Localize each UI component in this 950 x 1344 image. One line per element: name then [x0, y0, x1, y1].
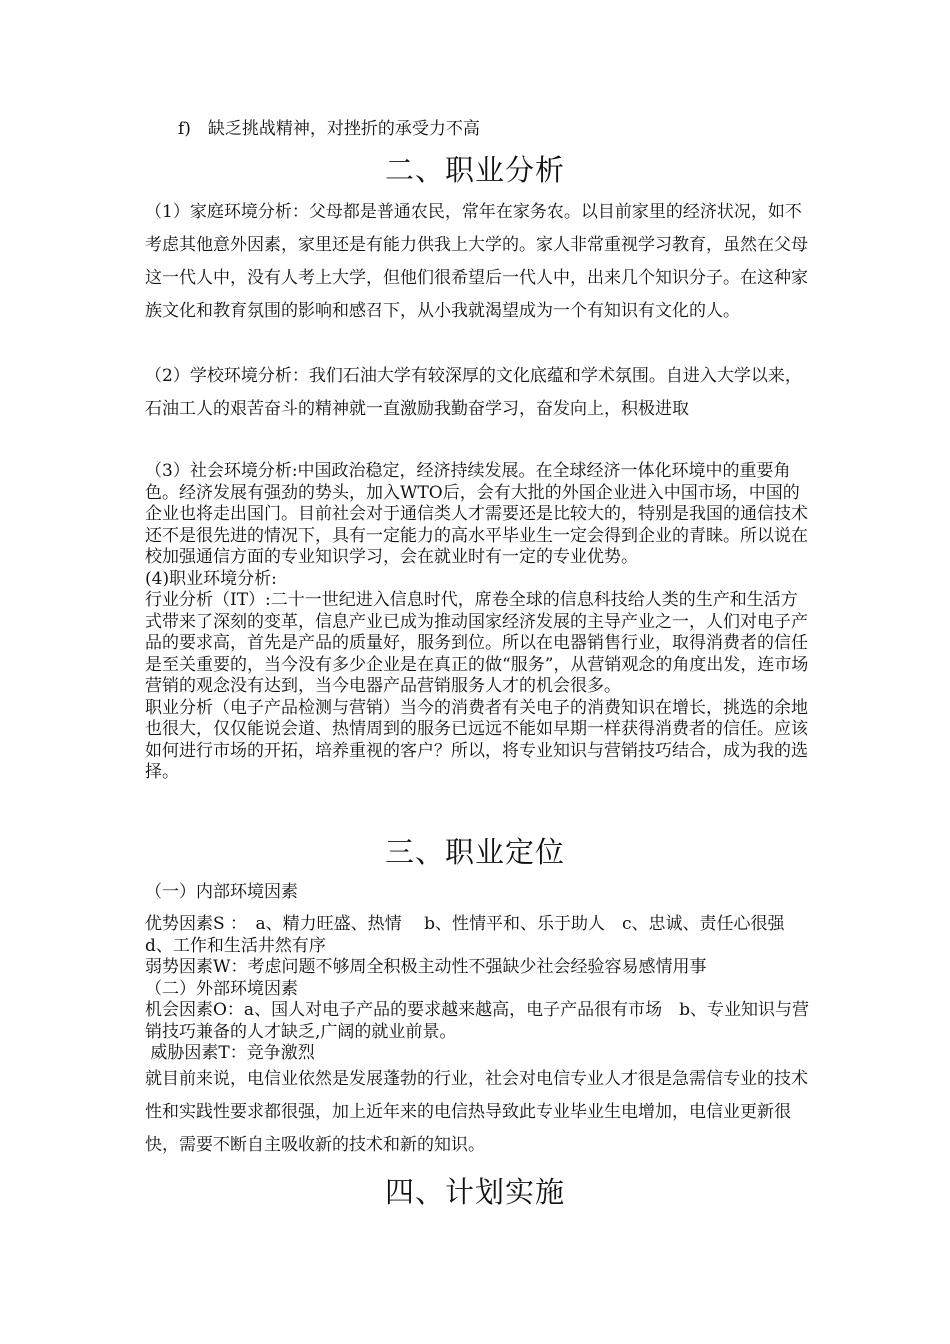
threats-paragraph: 威胁因素T：竞争激烈: [145, 1043, 315, 1063]
paragraph-social-environment: （3）社会环境分析:中国政治稳定，经济持续发展。在全球经济一体化环境中的重要角色。经济发展有强劲的势头，加入WTO后，会有大批的外国企业进入中国市场，中国的企业也将走出国门。目前社会对于通信类人才需要还是比较大的，特别是我国的通信技术还不是很先进的情况下，具有一定能力的高水平毕业生一定会得到企业的青睐。所以说在校加强通信方面的专业知识学习，会在就业时有一定的专业优势。: [145, 461, 808, 567]
threat-detail-paragraph: 就目前来说，电信业依然是发展蓬勃的行业，社会对电信专业人才很是急需信专业的技术性和实践性要求都很强，加上近年来的电信热导致此专业毕业生电增加，电信业更新很快，需要不断自主吸收新的技术和新的知识。: [145, 1069, 808, 1155]
block-swot: [145, 914, 813, 1065]
block-social-career: [145, 461, 813, 784]
paragraph-family-environment: （1）家庭环境分析：父母都是普通农民，常年在家务农。以目前家里的经济状况，如不考虑其他意外因素，家里还是有能力供我上大学的。家人非常重视学习教育，虽然在父母这一代人中，没有人考上大学，但他们很希望后一代人中，出来几个知识分子。在这种家族文化和教育氛围的影响和感召下，从小我就渴望成为一个有知识有文化的人。: [145, 202, 808, 321]
paragraph-occupation-analysis: 职业分析（电子产品检测与营销）当今的消费者有关电子的消费知识在增长，挑选的余地也很大，仅仅能说会道、热情周到的服务已远远不能如早期一样获得消费者的信任。应该如何进行市场的开拓，培养重视的客户？所以，将专业知识与营销技巧结合，成为我的选择。: [145, 697, 808, 782]
section-title-plan-implementation: 四、计划实施: [384, 1175, 565, 1209]
opportunities-paragraph: 机会因素O：a、国人对电子产品的要求越来越高，电子产品很有市场 b、专业知识与营销技巧兼备的人才缺乏,广阔的就业前景。: [145, 1000, 809, 1042]
strengths-paragraph: 优势因素S ： a、精力旺盛、热情 b、性情平和、乐于助人 c、忠诚、责任心很强 d、工作和生活井然有序: [145, 914, 802, 956]
paragraph-industry-analysis: 行业分析（IT）:二十一世纪进入信息时代，席卷全球的信息科技给人类的生产和生活方式带来了深刻的变革，信息产业已成为推动国家经济发展的主导产业之一，人们对电子产品的要求高，首先是产品的质量好，服务到位。所以在电器销售行业，取得消费者的信任是至关重要的，当今没有多少企业是在真正的做“服务”，从营销观念的角度出发，连市场营销的观念没有达到，当今电器产品营销服务人才的机会很多。: [145, 590, 809, 696]
career-environment-heading: (4)职业环境分析:: [145, 568, 277, 589]
paragraph-school-environment: （2）学校环境分析：我们石油大学有较深厚的文化底蕴和学术氛围。自进入大学以来，石油工人的艰苦奋斗的精神就一直激励我勤奋学习，奋发向上，积极进取: [145, 366, 802, 419]
section-title-career-analysis: 二、职业分析: [384, 153, 565, 187]
weaknesses-paragraph: 弱势因素W：考虑问题不够周全积极主动性不强缺少社会经验容易感情用事: [145, 957, 707, 977]
internal-factors-heading: （一）内部环境因素: [145, 882, 298, 902]
section-title-career-positioning: 三、职业定位: [384, 835, 565, 869]
list-item-f: f) 缺乏挑战精神，对挫折的承受力不高: [178, 119, 480, 139]
external-factors-heading: （二）外部环境因素: [145, 978, 298, 999]
